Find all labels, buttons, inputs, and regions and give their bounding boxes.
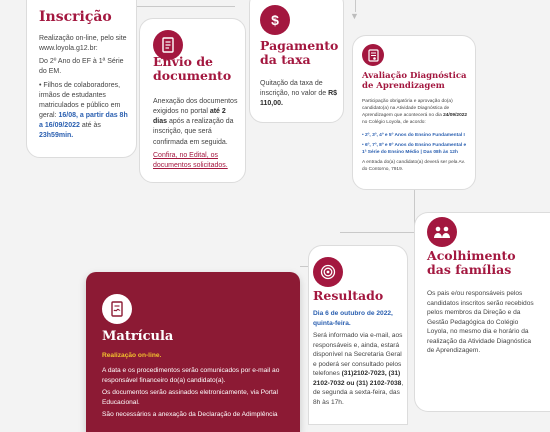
envio-text	[153, 97, 239, 148]
pagamento-text: Quitação da taxa de inscrição, no valor de	[260, 80, 329, 98]
pagamento-title: Pagamento da taxa	[260, 38, 339, 68]
svg-text:$: $	[271, 12, 279, 28]
card-acolhimento	[414, 212, 550, 412]
resultado-text-b: , de segunda a sexta-feira, das 8h às 17h.	[313, 379, 404, 406]
matricula-subtitle: Realização on-line.	[102, 352, 162, 359]
avaliacao-intro-b: no Colégio Loyola, de acordo:	[362, 119, 426, 125]
resultado-phones: (31)2102-7023, (31) 2102-7032 ou (31) 2102-7038	[313, 370, 402, 387]
inscricao-bullet	[39, 81, 131, 142]
avaliacao-body	[362, 99, 470, 177]
inscricao-dates: 16/08, a partir das 8h a 16/09/2022	[39, 111, 128, 130]
certificate-icon	[362, 44, 384, 66]
card-matricula	[86, 272, 300, 432]
flow-arrow-icon: ▼	[350, 11, 359, 21]
flow-connector	[340, 232, 414, 233]
envio-text-b: após a realização da inscrição, que será confirmada em seguida.	[153, 118, 234, 146]
matricula-body	[102, 366, 292, 423]
pagamento-value: R$ 110,00.	[260, 90, 338, 108]
inscricao-title: Inscrição	[39, 9, 112, 25]
matricula-p3: São necessários a anexação da Declaração de Adimplência	[102, 411, 278, 419]
target-icon	[313, 257, 343, 287]
dollar-icon	[260, 5, 290, 35]
signature-icon	[102, 294, 132, 324]
card-envio-documento	[139, 18, 246, 183]
matricula-title: Matrícula	[102, 329, 174, 344]
envio-text-a: Anexação dos documentos exigidos no portal	[153, 98, 238, 116]
avaliacao-item2: • 6º, 7º, 8º e 9º Anos do Ensino Fundamental e 1ª Série do Ensino Médio | Das 08h às 12h	[362, 142, 467, 155]
avaliacao-note: A entrada do(a) candidato(a) deverá ser pela Av. do Contorno, 7919.	[362, 159, 466, 172]
avaliacao-intro	[362, 99, 470, 127]
resultado-text-a: Será informado via e-mail, aos responsáveis e, ainda, estará disponível na Secretaria Geral e poderá ser consultado pelos telefones	[313, 332, 403, 378]
resultado-title: Resultado	[313, 288, 384, 303]
avaliacao-item1: • 2º, 3º, 4º e 5º Anos do Ensino Fundamental I	[362, 132, 465, 138]
card-inscricao	[26, 0, 137, 158]
acolhimento-text: Os pais e/ou responsáveis pelos candidatos inscritos serão recebidos pelos membros da Direção e da Gestão Pedagógica do Colégio Loyola, no mesmo dia e horário da realização da Atividade Diagnóstica de Aprendizagem.	[427, 290, 534, 355]
inscricao-bullet-text: • Filhos de colaboradores, irmãos de estudantes matriculados e público em geral:	[39, 81, 121, 119]
envio-title: Envio de documento	[153, 54, 232, 84]
envio-edital-link[interactable]: Confira, no Edital, os documentos solicitados.	[153, 151, 228, 169]
card-avaliacao	[352, 35, 476, 190]
avaliacao-date: 24/09/2022	[443, 112, 468, 118]
inscricao-until: até às	[79, 122, 101, 130]
card-resultado	[308, 245, 408, 425]
envio-body	[153, 97, 239, 174]
card-pagamento	[249, 0, 344, 123]
inscricao-line2: Do 2º Ano do EF à 1ª Série do EM.	[39, 58, 124, 76]
resultado-text	[313, 331, 405, 407]
matricula-p1: A data e os procedimentos serão comunicados por e-mail ao responsável financeiro do(a) candidato(a).	[102, 367, 280, 384]
inscricao-body	[39, 34, 131, 144]
people-icon	[427, 217, 457, 247]
matricula-p2: Os documentos serão assinados eletronicamente, via Portal Educacional.	[102, 389, 278, 406]
envio-text-bold: até 2 dias	[153, 108, 226, 126]
inscricao-line1: Realização on-line, pelo site www.loyola.g12.br:	[39, 35, 127, 53]
pagamento-body	[260, 79, 338, 109]
avaliacao-intro-a: Participação obrigatória e aprovação do(a) candidato(a) na Atividade Diagnóstica de Aprendizagem que acontecerá no dia	[362, 99, 453, 118]
resultado-body	[313, 309, 405, 410]
resultado-date: Dia 6 de outubro de 2022, quinta-feira.	[313, 310, 393, 327]
inscricao-until-time: 23h59min.	[39, 132, 74, 140]
acolhimento-title: Acolhimento das famílias	[427, 248, 516, 278]
avaliacao-title: Avaliação Diagnóstica de Aprendizagem	[362, 71, 467, 91]
